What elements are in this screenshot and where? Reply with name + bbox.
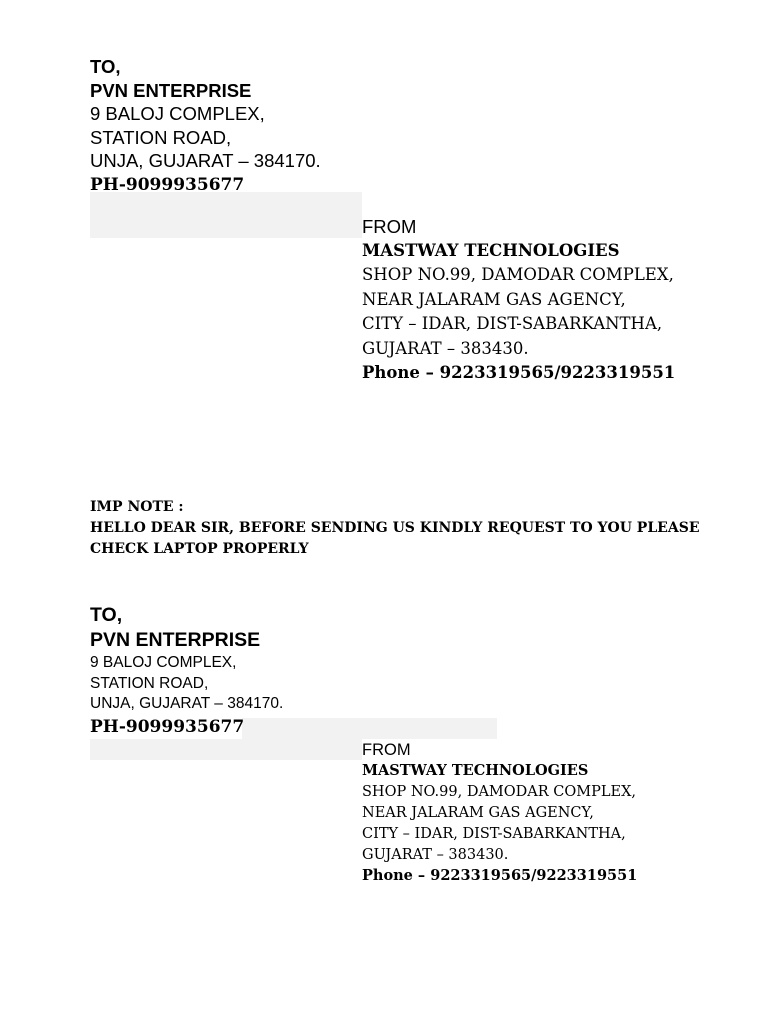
sender-address-line: GUJARAT – 383430.	[362, 338, 529, 358]
sender-address-line: CITY – IDAR, DIST-SABARKANTHA,	[362, 825, 626, 842]
recipient-name: PVN ENTERPRISE	[90, 79, 252, 101]
recipient-address-block	[90, 55, 321, 197]
sender-address-line: GUJARAT – 383430.	[362, 846, 509, 863]
recipient-name: PVN ENTERPRISE	[90, 629, 261, 651]
from-heading: FROM	[362, 216, 417, 237]
recipient-phone: PH-9099935677	[90, 174, 245, 195]
sender-address-block	[362, 740, 637, 886]
recipient-address-line: STATION ROAD,	[90, 674, 209, 692]
recipient-address-line: STATION ROAD,	[90, 126, 232, 148]
recipient-address-line: UNJA, GUJARAT – 384170.	[90, 695, 284, 712]
sender-name: MASTWAY TECHNOLOGIES	[362, 241, 620, 260]
to-heading: TO,	[90, 604, 123, 626]
note-line: CHECK LAPTOP PROPERLY	[90, 541, 309, 557]
sender-address-line: NEAR JALARAM GAS AGENCY,	[362, 804, 594, 821]
sender-address-line: CITY – IDAR, DIST-SABARKANTHA,	[362, 314, 663, 334]
sender-address-line: SHOP NO.99, DAMODAR COMPLEX,	[362, 783, 637, 800]
recipient-address-line: 9 BALOJ COMPLEX,	[90, 103, 265, 124]
sender-phone: Phone – 9223319565/9223319551	[362, 866, 638, 884]
highlight-shade	[90, 739, 362, 760]
from-heading: FROM	[362, 741, 411, 759]
sender-name: MASTWAY TECHNOLOGIES	[362, 762, 589, 779]
recipient-address-block	[90, 603, 283, 739]
sender-address-block	[362, 215, 675, 385]
sender-phone: Phone – 9223319565/9223319551	[362, 363, 676, 383]
sender-address-line: SHOP NO.99, DAMODAR COMPLEX,	[362, 265, 674, 285]
highlight-shade	[90, 192, 362, 238]
note-line: HELLO DEAR SIR, BEFORE SENDING US KINDLY REQUEST TO YOU PLEASE	[90, 520, 700, 536]
important-note	[90, 497, 700, 560]
note-title: IMP NOTE :	[90, 499, 184, 515]
recipient-phone: PH-9099935677	[90, 716, 245, 737]
recipient-address-line: UNJA, GUJARAT – 384170.	[90, 150, 321, 171]
to-heading: TO,	[90, 56, 121, 77]
sender-address-line: NEAR JALARAM GAS AGENCY,	[362, 289, 626, 309]
recipient-address-line: 9 BALOJ COMPLEX,	[90, 654, 237, 671]
